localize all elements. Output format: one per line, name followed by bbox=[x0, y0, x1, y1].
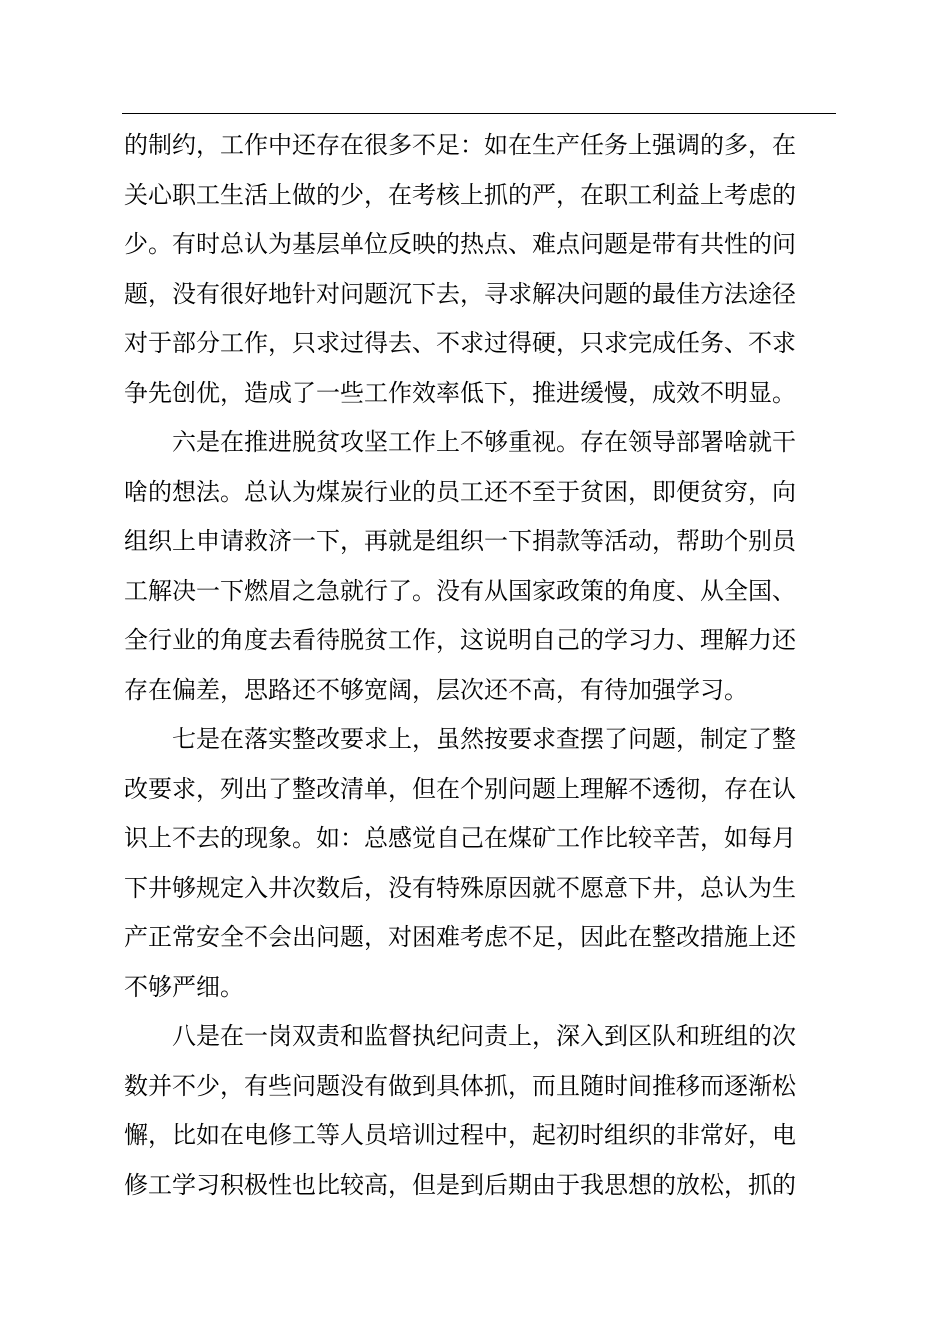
text-line: 八是在一岗双责和监督执纪问责上，深入到区队和班组的次 bbox=[172, 1022, 796, 1050]
text-line: 争先创优，造成了一些工作效率低下，推进缓慢，成效不明显。 bbox=[124, 378, 796, 407]
text-line: 下井够规定入井次数后，没有特殊原因就不愿意下井，总认为生 bbox=[124, 873, 796, 902]
text-line: 改要求，列出了整改清单，但在个别问题上理解不透彻，存在认 bbox=[124, 774, 796, 803]
text-line: 懈，比如在电修工等人员培训过程中，起初时组织的非常好，电 bbox=[124, 1121, 796, 1149]
text-line: 少。有时总认为基层单位反映的热点、难点问题是带有共性的问 bbox=[124, 230, 796, 258]
text-line: 全行业的角度去看待脱贫工作，这说明自己的学习力、理解力还 bbox=[124, 626, 796, 654]
document-body bbox=[124, 121, 838, 1210]
paragraph-continuation bbox=[124, 121, 838, 418]
text-line: 的制约，工作中还存在很多不足：如在生产任务上强调的多，在 bbox=[124, 131, 796, 159]
text-line: 工解决一下燃眉之急就行了。没有从国家政策的角度、从全国、 bbox=[124, 576, 796, 605]
paragraph-six bbox=[124, 418, 838, 715]
paragraph-eight bbox=[124, 1012, 838, 1210]
paragraph-seven bbox=[124, 715, 838, 1012]
text-line: 六是在推进脱贫攻坚工作上不够重视。存在领导部署啥就干 bbox=[172, 428, 796, 456]
text-line: 七是在落实整改要求上，虽然按要求查摆了问题，制定了整 bbox=[172, 725, 796, 753]
text-line: 对于部分工作，只求过得去、不求过得硬，只求完成任务、不求 bbox=[124, 329, 796, 357]
text-line: 不够严细。 bbox=[124, 972, 244, 1001]
text-line: 关心职工生活上做的少，在考核上抓的严，在职工利益上考虑的 bbox=[124, 180, 796, 209]
text-line: 组织上申请救济一下，再就是组织一下捐款等活动，帮助个别员 bbox=[124, 527, 796, 555]
text-line: 题，没有很好地针对问题沉下去，寻求解决问题的最佳方法途径 bbox=[124, 279, 796, 308]
text-line: 存在偏差，思路还不够宽阔，层次还不高，有待加强学习。 bbox=[124, 675, 748, 704]
text-line: 数并不少，有些问题没有做到具体抓，而且随时间推移而逐渐松 bbox=[124, 1071, 796, 1100]
text-line: 产正常安全不会出问题，对困难考虑不足，因此在整改措施上还 bbox=[124, 923, 796, 951]
text-line: 识上不去的现象。如：总感觉自己在煤矿工作比较辛苦，如每月 bbox=[124, 824, 796, 852]
header-rule bbox=[122, 113, 836, 114]
text-line: 修工学习积极性也比较高，但是到后期由于我思想的放松，抓的 bbox=[124, 1170, 796, 1199]
text-line: 啥的想法。总认为煤炭行业的员工还不至于贫困，即便贫穷，向 bbox=[124, 477, 796, 506]
